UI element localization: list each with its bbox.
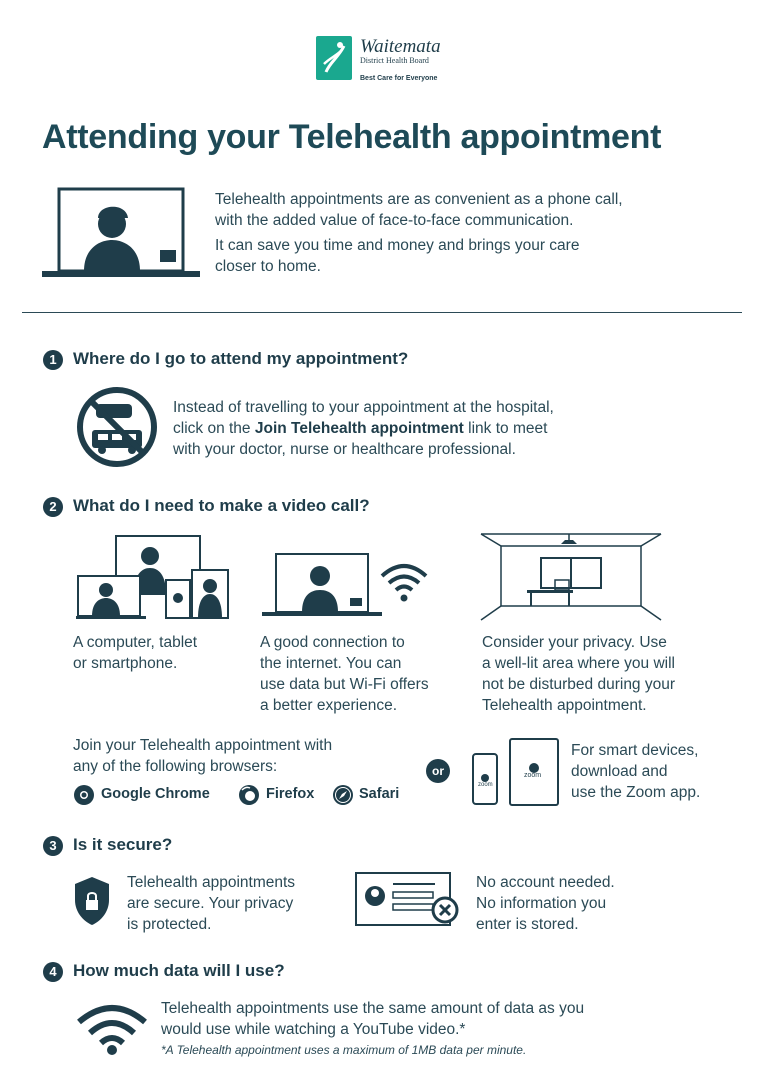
zoom-line: use the Zoom app. bbox=[571, 784, 701, 801]
col2-line: use data but Wi-Fi offers bbox=[260, 676, 429, 693]
divider bbox=[22, 312, 742, 313]
section2-col2 bbox=[260, 632, 429, 716]
data-footnote: *A Telehealth appointment uses a maximum of 1MB data per minute. bbox=[161, 1043, 527, 1057]
devices-icon bbox=[76, 534, 236, 620]
secure-line: is protected. bbox=[127, 916, 212, 933]
browser-safari: Safari bbox=[359, 786, 400, 802]
section3-right bbox=[476, 872, 615, 935]
section1-text bbox=[173, 397, 554, 460]
leaf-logo-icon bbox=[316, 36, 352, 80]
text-span: click on the bbox=[173, 420, 255, 437]
section1-heading: Where do I go to attend my appointment? bbox=[73, 349, 409, 368]
secure-line: Telehealth appointments bbox=[127, 874, 296, 891]
or-badge: or bbox=[426, 759, 450, 783]
laptop-wifi-icon bbox=[262, 552, 432, 618]
shield-lock-icon bbox=[74, 876, 110, 926]
private-room-icon bbox=[481, 532, 661, 622]
text-span: link to meet bbox=[463, 420, 548, 437]
zoom-text bbox=[571, 740, 700, 803]
section-number-1: 1 bbox=[43, 350, 63, 370]
section2-heading: What do I need to make a video call? bbox=[73, 496, 370, 515]
secure-line: are secure. Your privacy bbox=[127, 895, 294, 912]
no-account-line: No information you bbox=[476, 895, 607, 912]
zoom-line: download and bbox=[571, 763, 668, 780]
col1-line: A computer, tablet bbox=[73, 634, 198, 651]
section1-line: Instead of travelling to your appointment at the hospital, bbox=[173, 399, 554, 416]
section1-line bbox=[173, 418, 554, 439]
data-line: Telehealth appointments use the same amount of data as you bbox=[161, 1000, 585, 1017]
intro-line: closer to home. bbox=[215, 258, 321, 275]
section-number-3: 3 bbox=[43, 836, 63, 856]
section4-text bbox=[161, 998, 584, 1040]
intro-line: with the added value of face-to-face communication. bbox=[215, 212, 574, 229]
col3-line: Consider your privacy. Use bbox=[482, 634, 667, 651]
section3-left bbox=[127, 872, 295, 935]
intro-line: It can save you time and money and brings your care bbox=[215, 237, 580, 254]
col2-line: A good connection to bbox=[260, 634, 405, 651]
logo-subtitle: District Health Board bbox=[360, 56, 429, 65]
logo-tagline: Best Care for Everyone bbox=[360, 75, 438, 82]
section2-col1 bbox=[73, 632, 197, 674]
page-title: Attending your Telehealth appointment bbox=[42, 118, 662, 156]
zoom-label-phone: zoom bbox=[478, 782, 493, 788]
col2-line: a better experience. bbox=[260, 697, 398, 714]
section1-line: with your doctor, nurse or healthcare professional. bbox=[173, 441, 516, 458]
col2-line: the internet. You can bbox=[260, 655, 402, 672]
no-account-line: No account needed. bbox=[476, 874, 615, 891]
browser-chrome: Google Chrome bbox=[101, 786, 210, 802]
browsers-intro bbox=[73, 735, 332, 777]
intro-text bbox=[215, 189, 623, 277]
logo-name: Waitemata bbox=[360, 36, 441, 57]
browsers-line: Join your Telehealth appointment with bbox=[73, 737, 333, 754]
data-line: would use while watching a YouTube video.* bbox=[161, 1021, 466, 1038]
firefox-icon bbox=[238, 784, 260, 806]
dhb-logo-mark bbox=[316, 36, 352, 80]
col3-line: not be disturbed during your bbox=[482, 676, 676, 693]
section4-heading: How much data will I use? bbox=[73, 961, 285, 980]
no-account-id-card-icon bbox=[355, 872, 465, 930]
zoom-label-tablet: zoom bbox=[524, 772, 542, 779]
laptop-video-call-icon bbox=[42, 188, 202, 278]
browsers-line: any of the following browsers: bbox=[73, 758, 278, 775]
section-number-2: 2 bbox=[43, 497, 63, 517]
zoom-devices-icon bbox=[472, 738, 562, 808]
col1-line: or smartphone. bbox=[73, 655, 178, 672]
no-car-travel-icon bbox=[76, 386, 158, 468]
browser-firefox: Firefox bbox=[266, 786, 315, 802]
col3-line: Telehealth appointment. bbox=[482, 697, 647, 714]
intro-line: Telehealth appointments are as convenient as a phone call, bbox=[215, 191, 623, 208]
section2-col3 bbox=[482, 632, 675, 716]
no-account-line: enter is stored. bbox=[476, 916, 579, 933]
wifi-icon bbox=[76, 1000, 148, 1056]
section3-heading: Is it secure? bbox=[73, 835, 173, 854]
section-number-4: 4 bbox=[43, 962, 63, 982]
chrome-icon bbox=[73, 784, 95, 806]
join-link-text: Join Telehealth appointment bbox=[254, 420, 464, 437]
col3-line: a well-lit area where you will bbox=[482, 655, 675, 672]
safari-icon bbox=[332, 784, 354, 806]
zoom-line: For smart devices, bbox=[571, 742, 699, 759]
